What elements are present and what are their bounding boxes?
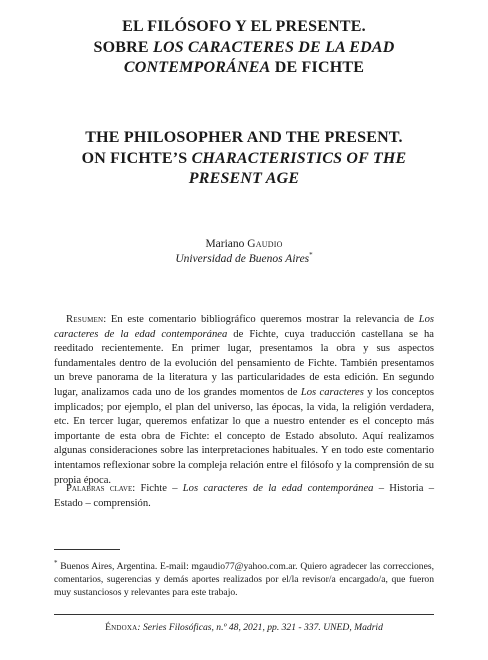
title-english-line-1: THE PHILOSOPHER AND THE PRESENT. xyxy=(85,129,403,146)
footnote xyxy=(54,558,434,599)
title-spanish-line-3 xyxy=(40,58,448,79)
title-english xyxy=(40,128,448,190)
abstract-italic-2: Los caracteres xyxy=(300,386,364,398)
title-english-line-3: PRESENT AGE xyxy=(188,170,300,187)
keywords-italic: Los caracteres de la edad contemporánea xyxy=(182,483,374,494)
author-last-name: Gaudio xyxy=(247,238,283,250)
author-name xyxy=(40,237,448,252)
keywords xyxy=(54,482,434,511)
affiliation-footnote-mark: * xyxy=(309,251,313,260)
keywords-label: Palabras clave xyxy=(66,483,133,494)
title-spanish-line-2-italic: LOS CARACTERES DE LA EDAD xyxy=(152,38,395,56)
title-spanish-line-2-roman: SOBRE xyxy=(93,38,153,56)
title-english-line-2-roman: ON FICHTE’S xyxy=(81,149,192,167)
author-first-name: Mariano xyxy=(205,238,245,250)
keywords-text-1: : Fichte – xyxy=(132,483,183,494)
footer-citation: : Series Filosóficas, n.º 48, 2021, pp. 321 - 337. UNED, Madrid xyxy=(137,622,383,633)
author-affiliation xyxy=(40,252,448,267)
running-footer xyxy=(54,622,434,634)
footer-divider xyxy=(54,614,434,615)
abstract-paragraph xyxy=(54,313,434,488)
abstract xyxy=(54,313,434,488)
title-english-line-2 xyxy=(40,149,448,170)
footnote-divider xyxy=(54,549,120,550)
abstract-text-3: y los conceptos implicados; por ejemplo, el plan del universo, las épocas, la vida, la religión verdadera, etc. En tercer lugar, queremos enfatizar lo que a nuestro entender es el concepto más importante de esta obra de Fichte: el concepto de Estado absoluto. Aquí realizamos algunas consideraciones sobre las interpretaciones habituales. Y en todo este comentario intentamos reflexionar sobre la compleja relación entre el filósofo y la comprensión de su propia época. xyxy=(54,386,435,486)
author-block xyxy=(40,237,448,267)
abstract-text-2: de Fichte, cuya traducción castellana se ha reeditado recientemente. En primer lugar, presentamos la obra y sus aspectos fundamentales dentro de la evolución del pensamiento de Fichte. También presentamos un breve panorama de la literatura y las particularidades de esta edición. En segundo lugar, analizamos cada uno de los grandes momentos de xyxy=(54,328,434,398)
keywords-text-2: – Historia – Estado – comprensión. xyxy=(54,483,434,509)
affiliation-text: Universidad de Buenos Aires xyxy=(175,253,310,265)
title-spanish xyxy=(40,17,448,79)
abstract-italic-1: Los caracteres de la edad contemporánea xyxy=(54,314,434,340)
footnote-mark: * xyxy=(54,558,58,567)
footer-journal-name: Éndoxa xyxy=(105,622,138,633)
title-spanish-line-3-roman: DE FICHTE xyxy=(270,59,365,76)
abstract-label: Resumen xyxy=(66,314,104,325)
abstract-text-1: : En este comentario bibliográfico queremos mostrar la relevancia de xyxy=(103,314,419,325)
title-english-line-2-italic: CHARACTERISTICS OF THE xyxy=(191,149,407,167)
title-spanish-line-3-italic: CONTEMPORÁNEA xyxy=(123,59,271,76)
title-spanish-line-1: EL FILÓSOFO Y EL PRESENTE. xyxy=(122,18,366,35)
title-spanish-line-2 xyxy=(40,38,448,59)
footnote-text: Buenos Aires, Argentina. E-mail: mgaudio77@yahoo.com.ar. Quiero agradecer las correcciones, comentarios, sugerencias y demás aportes realizados por el/la revisor/a encargado/a, que fueron muy sustanciosos y relevantes para este trabajo. xyxy=(54,561,434,598)
